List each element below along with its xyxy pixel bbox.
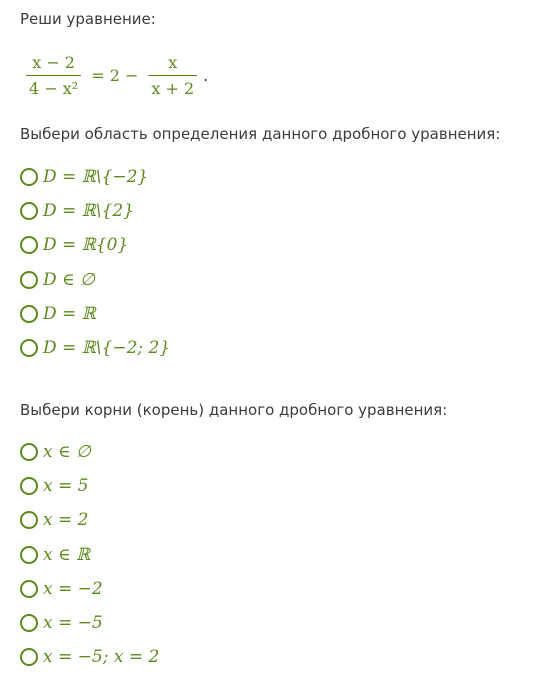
radio-button[interactable] [20,168,38,186]
domain-option[interactable] [20,263,170,297]
radio-button[interactable] [20,202,38,220]
option-label: D = ℝ{0} [43,235,129,256]
roots-option[interactable] [20,606,159,640]
radio-button[interactable] [20,236,38,254]
option-label: x = −5; x = 2 [43,647,160,668]
rhs-denominator: x + 2 [148,75,197,98]
roots-option[interactable] [20,435,159,469]
roots-options [20,435,159,674]
domain-option[interactable] [20,160,170,194]
radio-button[interactable] [20,580,38,598]
option-label: x = −2 [43,578,103,599]
radio-button[interactable] [20,271,38,289]
domain-option[interactable] [20,331,170,365]
lhs-fraction [26,53,81,98]
option-label: x = −5 [43,613,103,634]
equation-end: . [203,65,209,85]
rhs-numerator: x [168,52,178,72]
option-label: x ∈ ∅ [43,442,91,463]
option-label: D ∈ ∅ [43,269,95,290]
option-label: D = ℝ [43,303,96,324]
option-label: x = 2 [43,510,89,531]
roots-option[interactable] [20,538,159,572]
option-label: x = 5 [43,476,89,497]
radio-button[interactable] [20,614,38,632]
option-label: x ∈ ℝ [43,544,91,565]
rhs-fraction [148,53,197,98]
domain-question-prompt: Выбери область определения данного дробного уравнения: [20,125,501,143]
equation [22,50,208,100]
radio-button[interactable] [20,511,38,529]
radio-button[interactable] [20,648,38,666]
domain-option[interactable] [20,297,170,331]
radio-button[interactable] [20,339,38,357]
lhs-numerator: x − 2 [32,52,75,72]
domain-option[interactable] [20,228,170,262]
radio-button[interactable] [20,305,38,323]
roots-option[interactable] [20,469,159,503]
option-label: D = ℝ\{−2; 2} [43,338,171,359]
lhs-denominator: 4 − x² [26,75,81,98]
task-intro: Реши уравнение: [20,10,156,28]
roots-question-prompt: Выбери корни (корень) данного дробного уравнения: [20,401,448,419]
domain-options [20,160,170,365]
option-label: D = ℝ\{2} [43,201,134,222]
roots-option[interactable] [20,640,159,674]
radio-button[interactable] [20,477,38,495]
domain-option[interactable] [20,194,170,228]
roots-option[interactable] [20,572,159,606]
radio-button[interactable] [20,443,38,461]
radio-button[interactable] [20,546,38,564]
roots-option[interactable] [20,503,159,537]
option-label: D = ℝ\{−2} [43,167,149,188]
equation-middle: = 2 − [91,65,139,85]
